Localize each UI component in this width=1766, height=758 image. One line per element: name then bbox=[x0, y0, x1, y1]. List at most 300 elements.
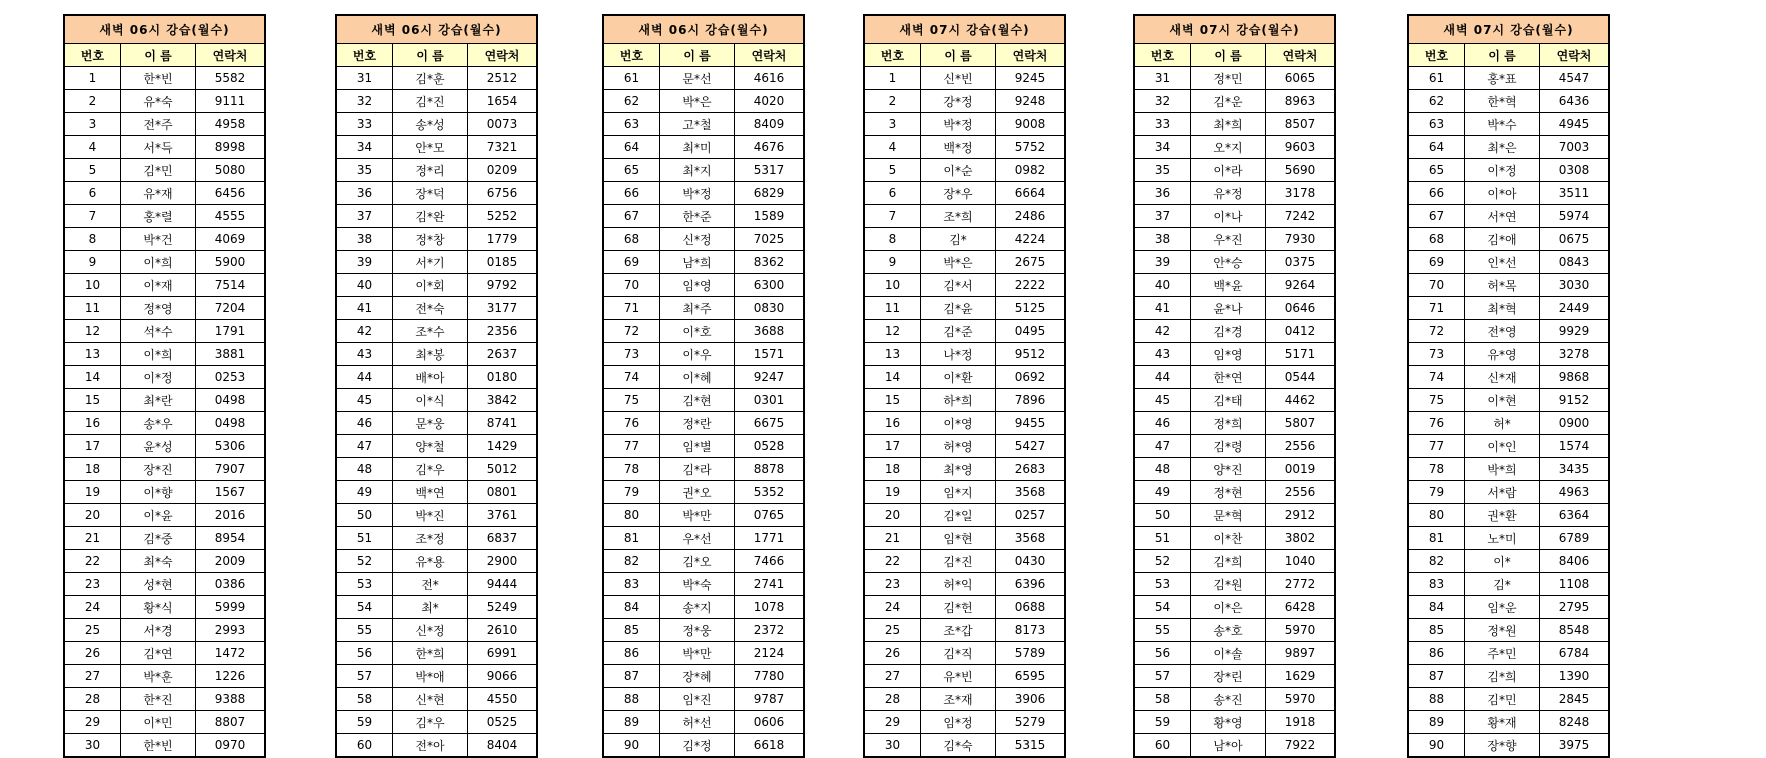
table-title: 새벽 06시 강습(월수) bbox=[603, 15, 804, 44]
cell-name: 한*준 bbox=[660, 205, 735, 228]
cell-name: 박*애 bbox=[393, 665, 468, 688]
table-row bbox=[336, 205, 537, 228]
cell-name: 이*우 bbox=[660, 343, 735, 366]
cell-contact: 2556 bbox=[1266, 435, 1336, 458]
cell-name: 김*진 bbox=[393, 90, 468, 113]
table-row bbox=[603, 504, 804, 527]
table-row bbox=[336, 458, 537, 481]
cell-name: 유*재 bbox=[121, 182, 196, 205]
cell-name: 정*원 bbox=[1465, 619, 1540, 642]
cell-contact: 5012 bbox=[468, 458, 538, 481]
table-row bbox=[603, 136, 804, 159]
cell-name: 임*영 bbox=[660, 274, 735, 297]
cell-contact: 3178 bbox=[1266, 182, 1336, 205]
table-row bbox=[1408, 550, 1609, 573]
cell-number: 56 bbox=[1134, 642, 1191, 665]
cell-contact: 4945 bbox=[1540, 113, 1610, 136]
cell-contact: 4550 bbox=[468, 688, 538, 711]
cell-number: 10 bbox=[864, 274, 921, 297]
table-row bbox=[864, 343, 1065, 366]
cell-number: 4 bbox=[864, 136, 921, 159]
cell-number: 51 bbox=[1134, 527, 1191, 550]
table-row bbox=[864, 389, 1065, 412]
cell-contact: 6756 bbox=[468, 182, 538, 205]
cell-number: 25 bbox=[864, 619, 921, 642]
cell-contact: 7930 bbox=[1266, 228, 1336, 251]
cell-name: 이*향 bbox=[121, 481, 196, 504]
table-row bbox=[1408, 113, 1609, 136]
column-header: 이 름 bbox=[660, 44, 735, 67]
cell-contact: 0970 bbox=[196, 734, 266, 758]
table-row bbox=[336, 251, 537, 274]
cell-contact: 0180 bbox=[468, 366, 538, 389]
cell-name: 김*헌 bbox=[921, 596, 996, 619]
cell-contact: 0843 bbox=[1540, 251, 1610, 274]
cell-number: 77 bbox=[603, 435, 660, 458]
cell-number: 17 bbox=[864, 435, 921, 458]
table-row bbox=[1134, 136, 1335, 159]
table-row bbox=[64, 205, 265, 228]
cell-name: 김*숙 bbox=[921, 734, 996, 758]
cell-number: 69 bbox=[603, 251, 660, 274]
cell-name: 권*환 bbox=[1465, 504, 1540, 527]
cell-name: 오*지 bbox=[1191, 136, 1266, 159]
cell-name: 김*우 bbox=[393, 711, 468, 734]
cell-number: 55 bbox=[336, 619, 393, 642]
cell-contact: 8173 bbox=[996, 619, 1066, 642]
cell-number: 15 bbox=[864, 389, 921, 412]
cell-name: 정*민 bbox=[1191, 67, 1266, 90]
table-row bbox=[864, 619, 1065, 642]
cell-number: 34 bbox=[336, 136, 393, 159]
table-row bbox=[336, 527, 537, 550]
cell-name: 김* bbox=[1465, 573, 1540, 596]
cell-contact: 0544 bbox=[1266, 366, 1336, 389]
cell-number: 69 bbox=[1408, 251, 1465, 274]
cell-contact: 2795 bbox=[1540, 596, 1610, 619]
cell-name: 김* bbox=[921, 228, 996, 251]
cell-name: 주*민 bbox=[1465, 642, 1540, 665]
cell-contact: 7204 bbox=[196, 297, 266, 320]
table-row bbox=[864, 136, 1065, 159]
cell-contact: 1918 bbox=[1266, 711, 1336, 734]
cell-contact: 8998 bbox=[196, 136, 266, 159]
cell-number: 53 bbox=[336, 573, 393, 596]
cell-contact: 8409 bbox=[735, 113, 805, 136]
cell-contact: 9444 bbox=[468, 573, 538, 596]
cell-number: 81 bbox=[603, 527, 660, 550]
cell-name: 이*재 bbox=[121, 274, 196, 297]
cell-number: 45 bbox=[336, 389, 393, 412]
cell-number: 49 bbox=[1134, 481, 1191, 504]
cell-number: 12 bbox=[64, 320, 121, 343]
table-row bbox=[1134, 711, 1335, 734]
cell-number: 6 bbox=[64, 182, 121, 205]
cell-number: 82 bbox=[603, 550, 660, 573]
cell-name: 권*오 bbox=[660, 481, 735, 504]
cell-contact: 1040 bbox=[1266, 550, 1336, 573]
table-row bbox=[1134, 412, 1335, 435]
cell-contact: 0386 bbox=[196, 573, 266, 596]
table-title: 새벽 07시 강습(월수) bbox=[1408, 15, 1609, 44]
table-row bbox=[336, 159, 537, 182]
table-row bbox=[64, 228, 265, 251]
cell-name: 박*진 bbox=[393, 504, 468, 527]
cell-name: 최*영 bbox=[921, 458, 996, 481]
cell-number: 66 bbox=[1408, 182, 1465, 205]
cell-contact: 9455 bbox=[996, 412, 1066, 435]
table-row bbox=[64, 481, 265, 504]
cell-name: 김*라 bbox=[660, 458, 735, 481]
cell-name: 유*빈 bbox=[921, 665, 996, 688]
cell-name: 장*덕 bbox=[393, 182, 468, 205]
cell-contact: 9512 bbox=[996, 343, 1066, 366]
cell-name: 조*희 bbox=[921, 205, 996, 228]
cell-contact: 2222 bbox=[996, 274, 1066, 297]
cell-name: 정*희 bbox=[1191, 412, 1266, 435]
cell-number: 79 bbox=[1408, 481, 1465, 504]
cell-name: 백*연 bbox=[393, 481, 468, 504]
table-row bbox=[1408, 619, 1609, 642]
cell-contact: 9248 bbox=[996, 90, 1066, 113]
table-row bbox=[1134, 596, 1335, 619]
cell-number: 1 bbox=[864, 67, 921, 90]
cell-number: 35 bbox=[1134, 159, 1191, 182]
cell-number: 21 bbox=[64, 527, 121, 550]
cell-contact: 2845 bbox=[1540, 688, 1610, 711]
roster-table bbox=[63, 14, 266, 758]
cell-contact: 3906 bbox=[996, 688, 1066, 711]
cell-number: 22 bbox=[64, 550, 121, 573]
cell-contact: 7466 bbox=[735, 550, 805, 573]
cell-contact: 2610 bbox=[468, 619, 538, 642]
cell-contact: 7025 bbox=[735, 228, 805, 251]
cell-name: 송*진 bbox=[1191, 688, 1266, 711]
cell-name: 박*정 bbox=[921, 113, 996, 136]
cell-contact: 5317 bbox=[735, 159, 805, 182]
cell-contact: 7514 bbox=[196, 274, 266, 297]
cell-number: 54 bbox=[1134, 596, 1191, 619]
cell-contact: 1791 bbox=[196, 320, 266, 343]
cell-name: 김*윤 bbox=[921, 297, 996, 320]
table-row bbox=[1408, 159, 1609, 182]
cell-number: 45 bbox=[1134, 389, 1191, 412]
table-row bbox=[1408, 458, 1609, 481]
cell-contact: 4547 bbox=[1540, 67, 1610, 90]
cell-contact: 5315 bbox=[996, 734, 1066, 758]
cell-number: 24 bbox=[864, 596, 921, 619]
table-row bbox=[1134, 67, 1335, 90]
cell-contact: 6664 bbox=[996, 182, 1066, 205]
cell-name: 박*희 bbox=[1465, 458, 1540, 481]
cell-name: 이*인 bbox=[1465, 435, 1540, 458]
table-row bbox=[1408, 688, 1609, 711]
table-row bbox=[1134, 113, 1335, 136]
cell-contact: 7780 bbox=[735, 665, 805, 688]
cell-name: 장*우 bbox=[921, 182, 996, 205]
cell-number: 70 bbox=[1408, 274, 1465, 297]
cell-contact: 8507 bbox=[1266, 113, 1336, 136]
cell-name: 김*진 bbox=[921, 550, 996, 573]
cell-number: 67 bbox=[603, 205, 660, 228]
roster-table bbox=[1407, 14, 1610, 758]
cell-contact: 0253 bbox=[196, 366, 266, 389]
cell-number: 20 bbox=[864, 504, 921, 527]
cell-contact: 2683 bbox=[996, 458, 1066, 481]
table-row bbox=[336, 343, 537, 366]
table-row bbox=[864, 481, 1065, 504]
cell-contact: 1567 bbox=[196, 481, 266, 504]
column-header: 연락처 bbox=[735, 44, 805, 67]
cell-number: 38 bbox=[336, 228, 393, 251]
cell-name: 송*우 bbox=[121, 412, 196, 435]
table-row bbox=[1134, 182, 1335, 205]
cell-name: 최* bbox=[393, 596, 468, 619]
cell-contact: 5252 bbox=[468, 205, 538, 228]
cell-contact: 6065 bbox=[1266, 67, 1336, 90]
cell-name: 김*태 bbox=[1191, 389, 1266, 412]
cell-number: 68 bbox=[603, 228, 660, 251]
cell-contact: 9111 bbox=[196, 90, 266, 113]
table-row bbox=[64, 665, 265, 688]
cell-name: 윤*나 bbox=[1191, 297, 1266, 320]
cell-number: 42 bbox=[336, 320, 393, 343]
table-row bbox=[336, 182, 537, 205]
cell-number: 53 bbox=[1134, 573, 1191, 596]
cell-number: 67 bbox=[1408, 205, 1465, 228]
table-row bbox=[864, 366, 1065, 389]
cell-name: 김*훈 bbox=[393, 67, 468, 90]
cell-contact: 0675 bbox=[1540, 228, 1610, 251]
table-row bbox=[1408, 343, 1609, 366]
table-row bbox=[864, 642, 1065, 665]
table-row bbox=[336, 228, 537, 251]
cell-contact: 5900 bbox=[196, 251, 266, 274]
cell-number: 33 bbox=[336, 113, 393, 136]
cell-contact: 2772 bbox=[1266, 573, 1336, 596]
cell-contact: 1390 bbox=[1540, 665, 1610, 688]
cell-number: 17 bbox=[64, 435, 121, 458]
cell-number: 78 bbox=[1408, 458, 1465, 481]
table-row bbox=[336, 297, 537, 320]
cell-number: 7 bbox=[864, 205, 921, 228]
cell-number: 27 bbox=[64, 665, 121, 688]
cell-number: 15 bbox=[64, 389, 121, 412]
table-row bbox=[336, 435, 537, 458]
table-row bbox=[864, 435, 1065, 458]
cell-name: 정*리 bbox=[393, 159, 468, 182]
cell-number: 39 bbox=[336, 251, 393, 274]
cell-contact: 0301 bbox=[735, 389, 805, 412]
cell-number: 37 bbox=[336, 205, 393, 228]
cell-number: 56 bbox=[336, 642, 393, 665]
cell-contact: 5080 bbox=[196, 159, 266, 182]
table-row bbox=[864, 228, 1065, 251]
cell-name: 신*현 bbox=[393, 688, 468, 711]
cell-number: 57 bbox=[1134, 665, 1191, 688]
cell-name: 서*람 bbox=[1465, 481, 1540, 504]
cell-contact: 2124 bbox=[735, 642, 805, 665]
cell-contact: 6789 bbox=[1540, 527, 1610, 550]
cell-contact: 0606 bbox=[735, 711, 805, 734]
table-row bbox=[864, 320, 1065, 343]
cell-contact: 9897 bbox=[1266, 642, 1336, 665]
table-row bbox=[603, 458, 804, 481]
cell-number: 80 bbox=[1408, 504, 1465, 527]
table-row bbox=[64, 366, 265, 389]
cell-number: 50 bbox=[1134, 504, 1191, 527]
table-row bbox=[64, 136, 265, 159]
cell-name: 정*현 bbox=[1191, 481, 1266, 504]
table-row bbox=[603, 711, 804, 734]
cell-number: 54 bbox=[336, 596, 393, 619]
cell-contact: 4020 bbox=[735, 90, 805, 113]
cell-name: 양*진 bbox=[1191, 458, 1266, 481]
cell-name: 김*중 bbox=[121, 527, 196, 550]
cell-number: 62 bbox=[603, 90, 660, 113]
table-row bbox=[603, 159, 804, 182]
table-row bbox=[603, 274, 804, 297]
cell-name: 나*정 bbox=[921, 343, 996, 366]
cell-contact: 6595 bbox=[996, 665, 1066, 688]
cell-number: 75 bbox=[603, 389, 660, 412]
cell-contact: 3511 bbox=[1540, 182, 1610, 205]
cell-number: 86 bbox=[1408, 642, 1465, 665]
cell-number: 58 bbox=[336, 688, 393, 711]
table-row bbox=[1134, 550, 1335, 573]
table-row bbox=[1134, 642, 1335, 665]
cell-contact: 1429 bbox=[468, 435, 538, 458]
cell-number: 47 bbox=[1134, 435, 1191, 458]
cell-number: 16 bbox=[64, 412, 121, 435]
table-row bbox=[603, 481, 804, 504]
cell-contact: 9792 bbox=[468, 274, 538, 297]
cell-name: 허*영 bbox=[921, 435, 996, 458]
table-row bbox=[336, 642, 537, 665]
cell-number: 52 bbox=[1134, 550, 1191, 573]
cell-name: 이*정 bbox=[1465, 159, 1540, 182]
cell-contact: 4676 bbox=[735, 136, 805, 159]
cell-name: 김*운 bbox=[1191, 90, 1266, 113]
cell-contact: 2009 bbox=[196, 550, 266, 573]
table-row bbox=[603, 251, 804, 274]
cell-number: 87 bbox=[603, 665, 660, 688]
cell-number: 44 bbox=[336, 366, 393, 389]
cell-contact: 1574 bbox=[1540, 435, 1610, 458]
table-row bbox=[603, 665, 804, 688]
header-row bbox=[864, 44, 1065, 67]
column-header: 이 름 bbox=[393, 44, 468, 67]
table-row bbox=[1408, 711, 1609, 734]
cell-contact: 1571 bbox=[735, 343, 805, 366]
cell-contact: 2486 bbox=[996, 205, 1066, 228]
cell-name: 김*준 bbox=[921, 320, 996, 343]
cell-name: 송*성 bbox=[393, 113, 468, 136]
cell-contact: 6300 bbox=[735, 274, 805, 297]
column-header: 이 름 bbox=[1465, 44, 1540, 67]
cell-name: 이*환 bbox=[921, 366, 996, 389]
cell-contact: 1779 bbox=[468, 228, 538, 251]
table-row bbox=[64, 734, 265, 758]
table-row bbox=[1134, 619, 1335, 642]
cell-number: 28 bbox=[64, 688, 121, 711]
cell-number: 81 bbox=[1408, 527, 1465, 550]
cell-contact: 0830 bbox=[735, 297, 805, 320]
table-row bbox=[603, 182, 804, 205]
column-header: 번호 bbox=[336, 44, 393, 67]
cell-name: 이*아 bbox=[1465, 182, 1540, 205]
cell-number: 71 bbox=[1408, 297, 1465, 320]
cell-contact: 0498 bbox=[196, 412, 266, 435]
roster-table bbox=[863, 14, 1066, 758]
cell-name: 임*지 bbox=[921, 481, 996, 504]
table-row bbox=[336, 366, 537, 389]
cell-contact: 6675 bbox=[735, 412, 805, 435]
cell-number: 36 bbox=[336, 182, 393, 205]
cell-number: 7 bbox=[64, 205, 121, 228]
cell-contact: 5807 bbox=[1266, 412, 1336, 435]
table-row bbox=[864, 113, 1065, 136]
cell-number: 19 bbox=[64, 481, 121, 504]
cell-name: 김*직 bbox=[921, 642, 996, 665]
cell-number: 20 bbox=[64, 504, 121, 527]
cell-name: 문*웅 bbox=[393, 412, 468, 435]
cell-name: 이*현 bbox=[1465, 389, 1540, 412]
cell-contact: 0498 bbox=[196, 389, 266, 412]
cell-contact: 6784 bbox=[1540, 642, 1610, 665]
cell-name: 강*정 bbox=[921, 90, 996, 113]
cell-name: 장*향 bbox=[1465, 734, 1540, 758]
cell-name: 김*서 bbox=[921, 274, 996, 297]
cell-name: 유*용 bbox=[393, 550, 468, 573]
table-row bbox=[864, 688, 1065, 711]
cell-name: 김*우 bbox=[393, 458, 468, 481]
cell-name: 이*윤 bbox=[121, 504, 196, 527]
cell-name: 서*경 bbox=[121, 619, 196, 642]
cell-number: 42 bbox=[1134, 320, 1191, 343]
cell-contact: 5690 bbox=[1266, 159, 1336, 182]
table-row bbox=[1408, 228, 1609, 251]
cell-number: 64 bbox=[603, 136, 660, 159]
cell-contact: 0801 bbox=[468, 481, 538, 504]
column-header: 연락처 bbox=[1266, 44, 1336, 67]
table-row bbox=[64, 90, 265, 113]
cell-contact: 8248 bbox=[1540, 711, 1610, 734]
cell-number: 35 bbox=[336, 159, 393, 182]
table-row bbox=[1408, 642, 1609, 665]
cell-contact: 1629 bbox=[1266, 665, 1336, 688]
table-row bbox=[1134, 527, 1335, 550]
table-row bbox=[603, 734, 804, 758]
cell-name: 황*영 bbox=[1191, 711, 1266, 734]
cell-number: 51 bbox=[336, 527, 393, 550]
cell-name: 한*진 bbox=[121, 688, 196, 711]
cell-name: 전*영 bbox=[1465, 320, 1540, 343]
cell-number: 32 bbox=[1134, 90, 1191, 113]
cell-number: 87 bbox=[1408, 665, 1465, 688]
cell-number: 47 bbox=[336, 435, 393, 458]
cell-contact: 1078 bbox=[735, 596, 805, 619]
cell-number: 10 bbox=[64, 274, 121, 297]
cell-name: 임*별 bbox=[660, 435, 735, 458]
cell-number: 21 bbox=[864, 527, 921, 550]
cell-contact: 2356 bbox=[468, 320, 538, 343]
cell-contact: 0982 bbox=[996, 159, 1066, 182]
table-row bbox=[336, 412, 537, 435]
cell-name: 이*호 bbox=[660, 320, 735, 343]
table-row bbox=[1134, 665, 1335, 688]
cell-contact: 3688 bbox=[735, 320, 805, 343]
